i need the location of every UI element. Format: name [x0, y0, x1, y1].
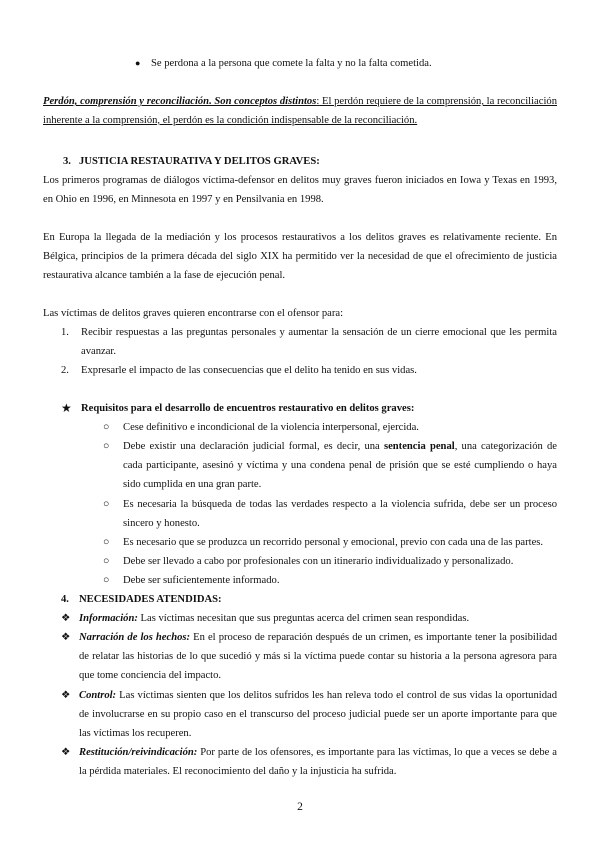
list-number: 2.	[61, 365, 69, 376]
concepts-colon: :	[316, 96, 320, 107]
need-item	[79, 686, 557, 743]
page-number: 2	[297, 801, 303, 813]
section3-title: JUSTICIA RESTAURATIVA Y DELITOS GRAVES:	[79, 156, 320, 167]
requisito-item: Es necesaria la búsqueda de todas las verdades respecto a la violencia sufrida, debe ser un proceso sincero y honesto.	[123, 499, 557, 529]
requisito-text: Debe existir una declaración judicial formal, es decir, una	[123, 441, 384, 452]
need-item	[79, 628, 557, 685]
list-item: Recibir respuestas a las preguntas personales y aumentar la sensación de un cierre emocional que les permita avanzar.	[81, 327, 557, 357]
need-text: En el proceso de reparación después de un crimen, es importante tener la posibilidad de relatar las historias de lo que sucedió y más si la víctima puede contar su historia a la persona agresora para que tome conciencia del impacto.	[79, 632, 558, 681]
need-item	[79, 609, 557, 628]
circle-marker: ○	[103, 499, 110, 510]
requisitos-title: Requisitos para el desarrollo de encuentros restaurativo en delitos graves:	[81, 403, 415, 414]
circle-marker: ○	[103, 556, 110, 567]
requisito-item: Debe ser suficientemente informado.	[123, 575, 280, 586]
diamond-marker: ❖	[61, 613, 71, 624]
need-item	[79, 743, 557, 781]
requisito-item	[123, 437, 557, 494]
need-text: Las víctimas sienten que los delitos sufridos les han releva todo el control de sus vidas la oportunidad de involucrarse en su propio caso en el transcurso del proceso judicial puede ser un aporte importante para que las víctimas los recuperen.	[79, 690, 557, 739]
circle-marker: ○	[103, 441, 110, 452]
circle-marker: ○	[103, 422, 110, 433]
list-item: Expresarle el impacto de las consecuencias que el delito ha tenido en sus vidas.	[81, 365, 417, 376]
requisito-item: Debe ser llevado a cabo por profesionales con un itinerario individualizado y personalizado.	[123, 556, 514, 567]
circle-marker: ○	[103, 575, 110, 586]
section3-p1: Los primeros programas de diálogos víctima-defensor en delitos muy graves fueron iniciados en Iowa y Texas en 1993, en Ohio en 1996, en Minnesota en 1997 y en Pensilvania en 1998.	[43, 175, 557, 205]
section4-title: NECESIDADES ATENDIDAS:	[79, 594, 222, 605]
star-marker: ★	[61, 401, 72, 415]
requisito-item: Es necesario que se produzca un recorrido personal y emocional, previo con cada una de las partes.	[123, 537, 544, 548]
concepts-paragraph	[43, 92, 557, 130]
concepts-rest: El perdón requiere de la comprensión, la reconciliación inherente a la comprensión, el perdón es la condición indispensable de la reconciliación.	[43, 96, 557, 126]
requisito-item: Cese definitivo e incondicional de la violencia interpersonal, ejercida.	[123, 422, 419, 433]
need-text: Por parte de los ofensores, es importante para las víctimas, lo que a veces se debe a la pérdida materiales. El reconocimiento del daño y la injusticia ha sufrida.	[79, 747, 557, 777]
section3-p3: Las víctimas de delitos graves quieren encontrarse con el ofensor para:	[43, 308, 344, 319]
section3-number: 3.	[63, 156, 71, 167]
concepts-lead: Perdón, comprensión y reconciliación. Son conceptos distintos	[43, 96, 317, 107]
need-label: Narración de los hechos:	[79, 632, 191, 643]
diamond-marker: ❖	[61, 747, 71, 758]
need-text: Las víctimas necesitan que sus preguntas acerca del crimen sean respondidas.	[137, 613, 470, 624]
bullet-text: Se perdona a la persona que comete la falta y no la falta cometida.	[151, 58, 432, 69]
diamond-marker: ❖	[61, 690, 71, 701]
requisito-text: , una categorización de cada participante, asesinó y víctima y una condena penal de prisión que se esté cumpliendo o haya sido cumplida en una gran parte.	[123, 441, 558, 490]
bullet-marker: ●	[135, 58, 141, 68]
circle-marker: ○	[103, 537, 110, 548]
sentencia-penal: sentencia penal	[383, 441, 455, 452]
need-label: Restitución/reivindicación:	[79, 747, 198, 758]
section4-number: 4.	[61, 594, 69, 605]
section3-p2: En Europa la llegada de la mediación y los procesos restaurativos a los delitos graves es relativamente reciente. En Bélgica, principios de la primera década del siglo XIX ha permitido ver la necesidad de que el ofrecimiento de justicia restaurativa alcance también a la fase de ejecución penal.	[43, 232, 557, 281]
need-label: Control:	[79, 690, 117, 701]
diamond-marker: ❖	[61, 632, 71, 643]
list-number: 1.	[61, 327, 69, 338]
need-label: Información:	[79, 613, 138, 624]
